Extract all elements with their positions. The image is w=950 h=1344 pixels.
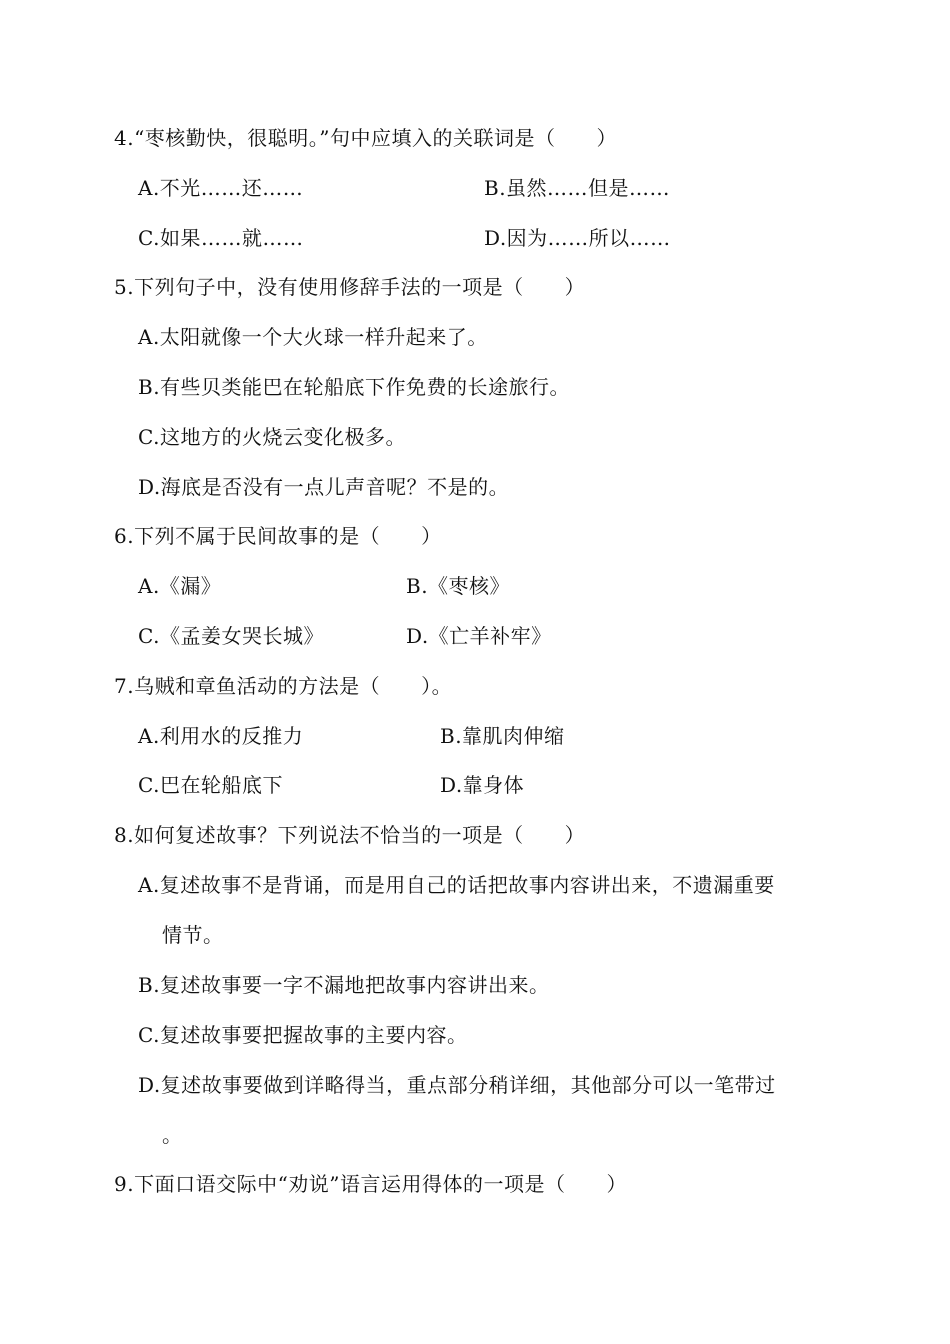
question-8-option-d: D.复述故事要做到详略得当，重点部分稍详细，其他部分可以一笔带过 [138, 1073, 776, 1097]
question-7-option-d: D.靠身体 [440, 773, 525, 797]
question-8-option-a-continuation: 情节。 [162, 923, 224, 947]
question-4-stem: 4.“枣核勤快，很聪明。”句中应填入的关联词是（ ） [114, 126, 618, 150]
question-7-stem: 7.乌贼和章鱼活动的方法是（ ）。 [114, 674, 453, 698]
question-8-option-d-continuation: 。 [162, 1123, 183, 1147]
question-5-option-b: B.有些贝类能巴在轮船底下作免费的长途旅行。 [138, 375, 571, 399]
question-7-option-a: A.利用水的反推力 [138, 724, 304, 748]
question-6-option-b: B.《枣核》 [406, 574, 511, 598]
question-9-stem: 9.下面口语交际中“劝说”语言运用得体的一项是（ ） [114, 1172, 628, 1196]
question-8-stem: 8.如何复述故事？下列说法不恰当的一项是（ ） [114, 823, 586, 847]
question-5-option-d: D.海底是否没有一点儿声音呢？不是的。 [138, 475, 510, 499]
question-7-option-c: C.巴在轮船底下 [138, 773, 283, 797]
question-6-option-c: C.《孟姜女哭长城》 [138, 624, 324, 648]
question-4-option-c: C.如果……就…… [138, 226, 304, 250]
question-5-option-c: C.这地方的火烧云变化极多。 [138, 425, 406, 449]
question-6-option-d: D.《亡羊补牢》 [406, 624, 552, 648]
question-6-option-a: A.《漏》 [138, 574, 222, 598]
question-5-stem: 5.下列句子中，没有使用修辞手法的一项是（ ） [114, 275, 586, 299]
question-8-option-a: A.复述故事不是背诵，而是用自己的话把故事内容讲出来，不遗漏重要 [138, 873, 775, 897]
question-6-stem: 6.下列不属于民间故事的是（ ） [114, 524, 442, 548]
question-4-option-a: A.不光……还…… [138, 176, 304, 200]
question-8-option-c: C.复述故事要把握故事的主要内容。 [138, 1023, 468, 1047]
question-8-option-b: B.复述故事要一字不漏地把故事内容讲出来。 [138, 973, 550, 997]
question-4-option-b: B.虽然……但是…… [484, 176, 671, 200]
question-5-option-a: A.太阳就像一个大火球一样升起来了。 [138, 325, 488, 349]
question-7-option-b: B.靠肌肉伸缩 [440, 724, 565, 748]
question-4-option-d: D.因为……所以…… [484, 226, 671, 250]
